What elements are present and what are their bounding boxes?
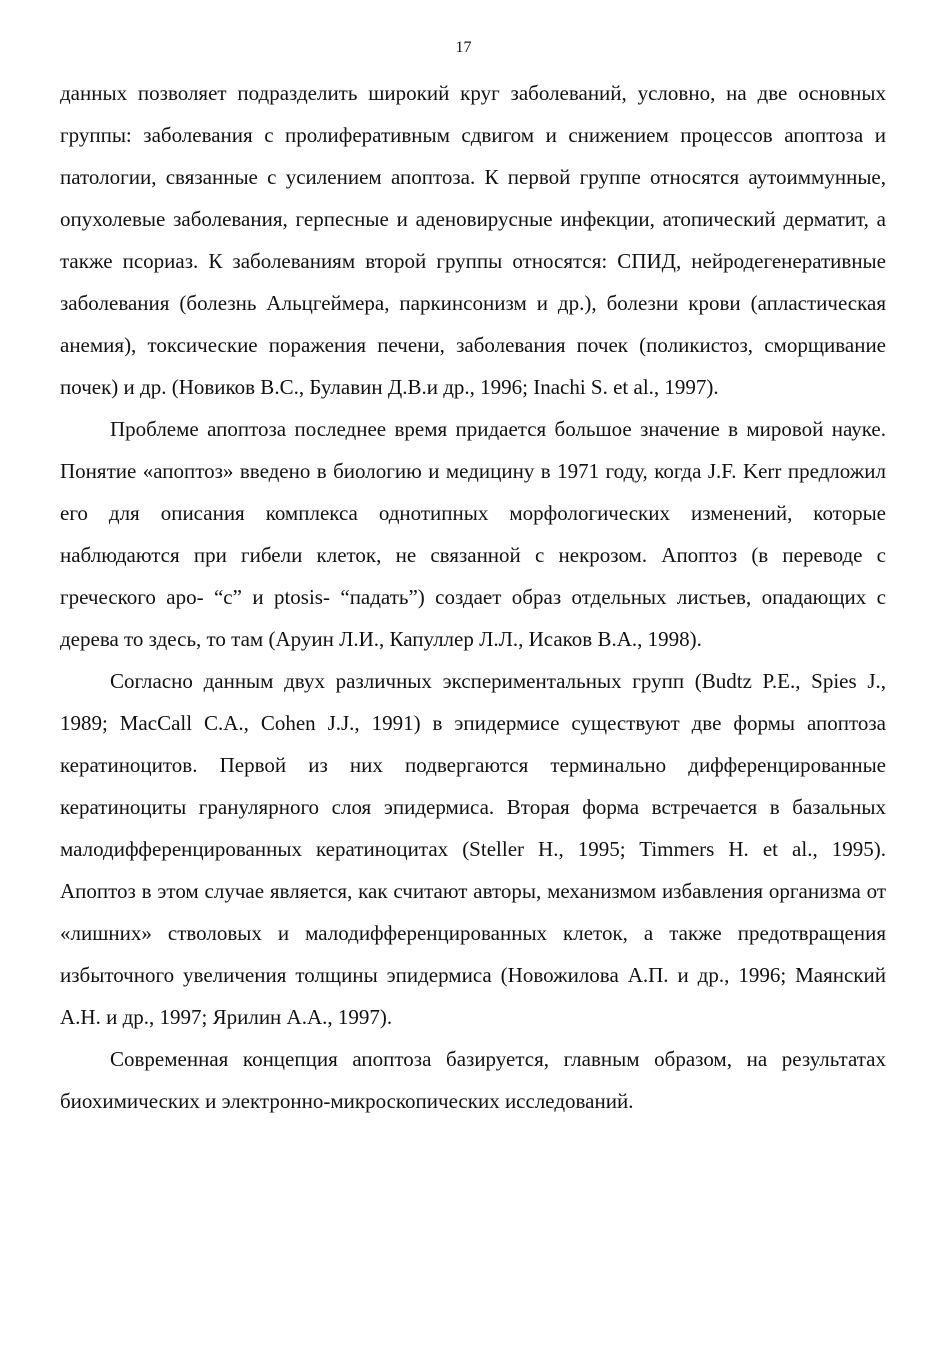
paragraph-4: Современная концепция апоптоза базируется, главным образом, на результатах биохимических и электронно-микроскопических исследований. xyxy=(60,1047,886,1113)
body-text xyxy=(60,72,886,1122)
paragraph-3: Согласно данным двух различных экспериментальных групп (Budtz P.E., Spies J., 1989; MacCall C.A., Cohen J.J., 1991) в эпидермисе существуют две формы апоптоза кератиноцитов. Первой из них подвергаются терминально дифференцированные кератиноциты гранулярного слоя эпидермиса. Вторая форма встречается в базальных малодифференцированных кератиноцитах (Steller H., 1995; Timmers H. et al., 1995). Апоптоз в этом случае является, как считают авторы, механизмом избавления организма от «лишних» стволовых и малодифференцированных клеток, а также предотвращения избыточного увеличения толщины эпидермиса (Новожилова А.П. и др., 1996; Маянский А.Н. и др., 1997; Ярилин А.А., 1997). xyxy=(60,669,886,1029)
page-number: 17 xyxy=(455,39,472,56)
paragraph-1: данных позволяет подразделить широкий круг заболеваний, условно, на две основных группы: заболевания с пролиферативным сдвигом и снижением процессов апоптоза и патологии, связанные с усилением апоптоза. К первой группе относятся аутоиммунные, опухолевые заболевания, герпесные и аденовирусные инфекции, атопический дерматит, а также псориаз. К заболеваниям второй группы относятся: СПИД, нейродегенеративные заболевания (болезнь Альцгеймера, паркинсонизм и др.), болезни крови (апластическая анемия), токсические поражения печени, заболевания почек (поликистоз, сморщивание почек) и др. (Новиков В.С., Булавин Д.В.и др., 1996; Inachi S. et al., 1997). xyxy=(60,81,886,399)
paragraph-2: Проблеме апоптоза последнее время придается большое значение в мировой науке. Понятие «апоптоз» введено в биологию и медицину в 1971 году, когда J.F. Kerr предложил его для описания комплекса однотипных морфологических изменений, которые наблюдаются при гибели клеток, не связанной с некрозом. Апоптоз (в переводе с греческого apo- “c” и ptosis- “падать”) создает образ отдельных листьев, опадающих с дерева то здесь, то там (Аруин Л.И., Капуллер Л.Л., Исаков В.А., 1998). xyxy=(60,417,886,651)
